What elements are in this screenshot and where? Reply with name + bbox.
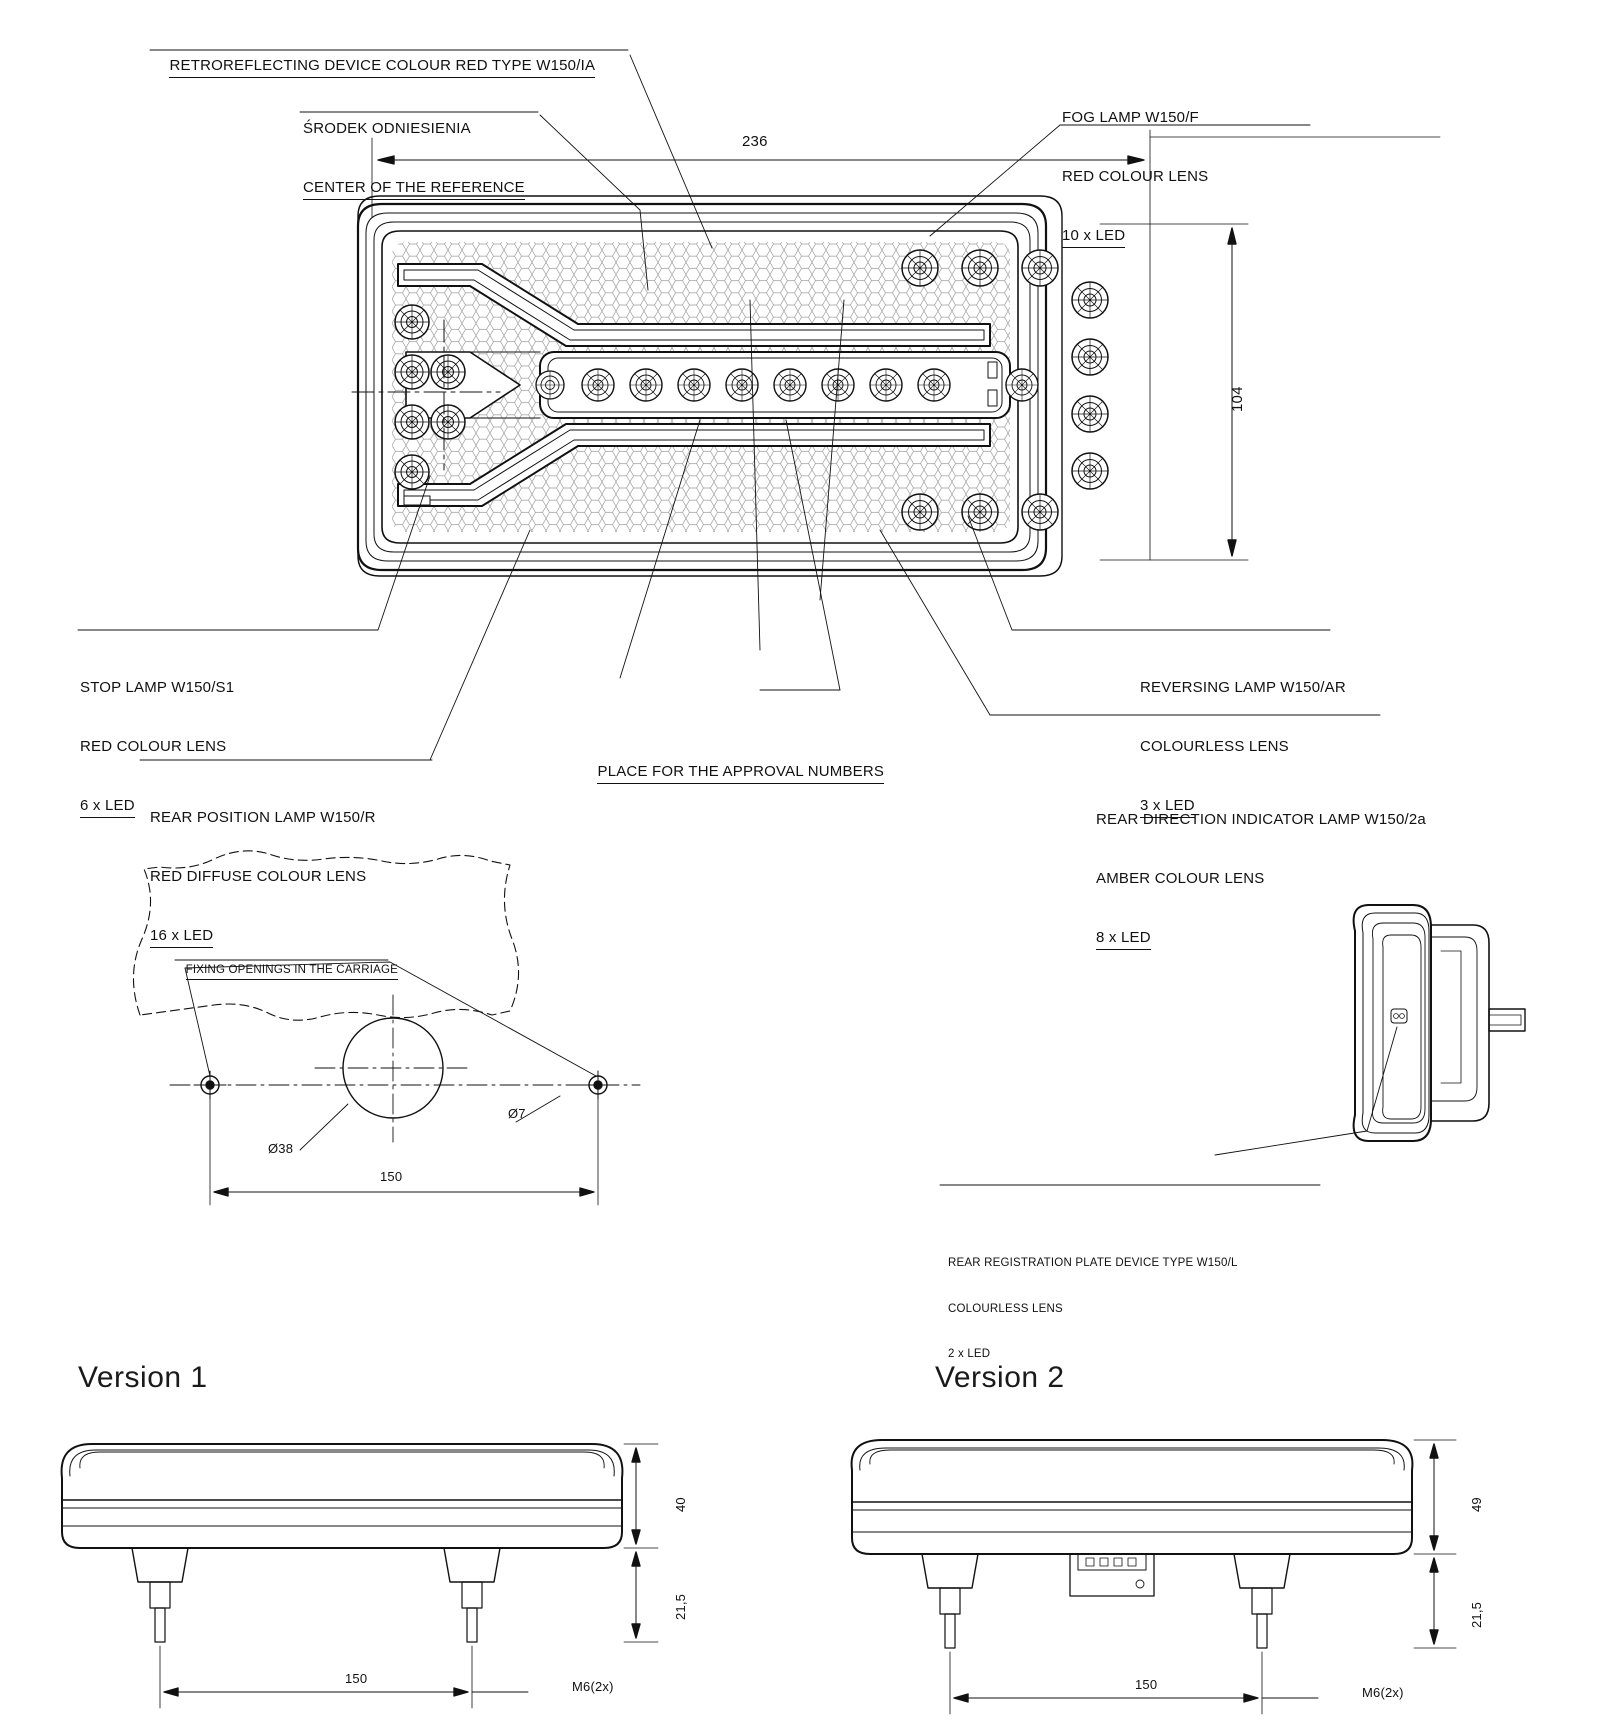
callout-center-reference: ŚRODEK ODNIESIENIA CENTER OF THE REFERENCE <box>303 79 525 239</box>
callout-approval-numbers: PLACE FOR THE APPROVAL NUMBERS <box>580 742 884 803</box>
callout-retroreflecting: RETROREFLECTING DEVICE COLOUR RED TYPE W150/IA <box>152 36 595 97</box>
dimension-width-236: 236 <box>742 133 768 150</box>
callout-fog-lamp: FOG LAMP W150/F RED COLOUR LENS 10 x LED <box>1062 68 1208 288</box>
callout-rear-direction-indicator: REAR DIRECTION INDICATOR LAMP W150/2a AMBER COLOUR LENS 8 x LED <box>1096 770 1426 990</box>
dimension-hole-7: Ø7 <box>508 1106 526 1121</box>
callout-registration-plate: REAR REGISTRATION PLATE DEVICE TYPE W150/L COLOURLESS LENS 2 x LED <box>948 1257 1238 1361</box>
callout-rear-position-lamp: REAR POSITION LAMP W150/R RED DIFFUSE COLOUR LENS 16 x LED <box>150 768 376 988</box>
dimension-v1-thread: M6(2x) <box>572 1679 614 1694</box>
dimension-v2-spacing-150: 150 <box>1135 1677 1158 1692</box>
callout-reversing-lamp: REVERSING LAMP W150/AR COLOURLESS LENS 3 x LED <box>1140 638 1346 858</box>
dimension-v1-stud-215: 21,5 <box>673 1593 688 1620</box>
dimension-v1-height-40: 40 <box>673 1497 688 1512</box>
callout-stop-lamp: STOP LAMP W150/S1 RED COLOUR LENS 6 x LED <box>80 638 234 858</box>
dimension-v2-height-49: 49 <box>1469 1497 1484 1512</box>
version-1-title: Version 1 <box>78 1361 208 1394</box>
version-2-title: Version 2 <box>935 1361 1065 1394</box>
dimension-height-104: 104 <box>1229 386 1246 412</box>
dimension-v2-thread: M6(2x) <box>1362 1685 1404 1700</box>
dimension-hole-38: Ø38 <box>268 1141 294 1156</box>
mounting-view-title: FIXING OPENINGS IN THE CARRIAGE <box>172 948 398 996</box>
dimension-mounting-spacing-150: 150 <box>380 1169 403 1184</box>
dimension-v2-stud-215: 21,5 <box>1469 1601 1484 1628</box>
dimension-v1-spacing-150: 150 <box>345 1671 368 1686</box>
